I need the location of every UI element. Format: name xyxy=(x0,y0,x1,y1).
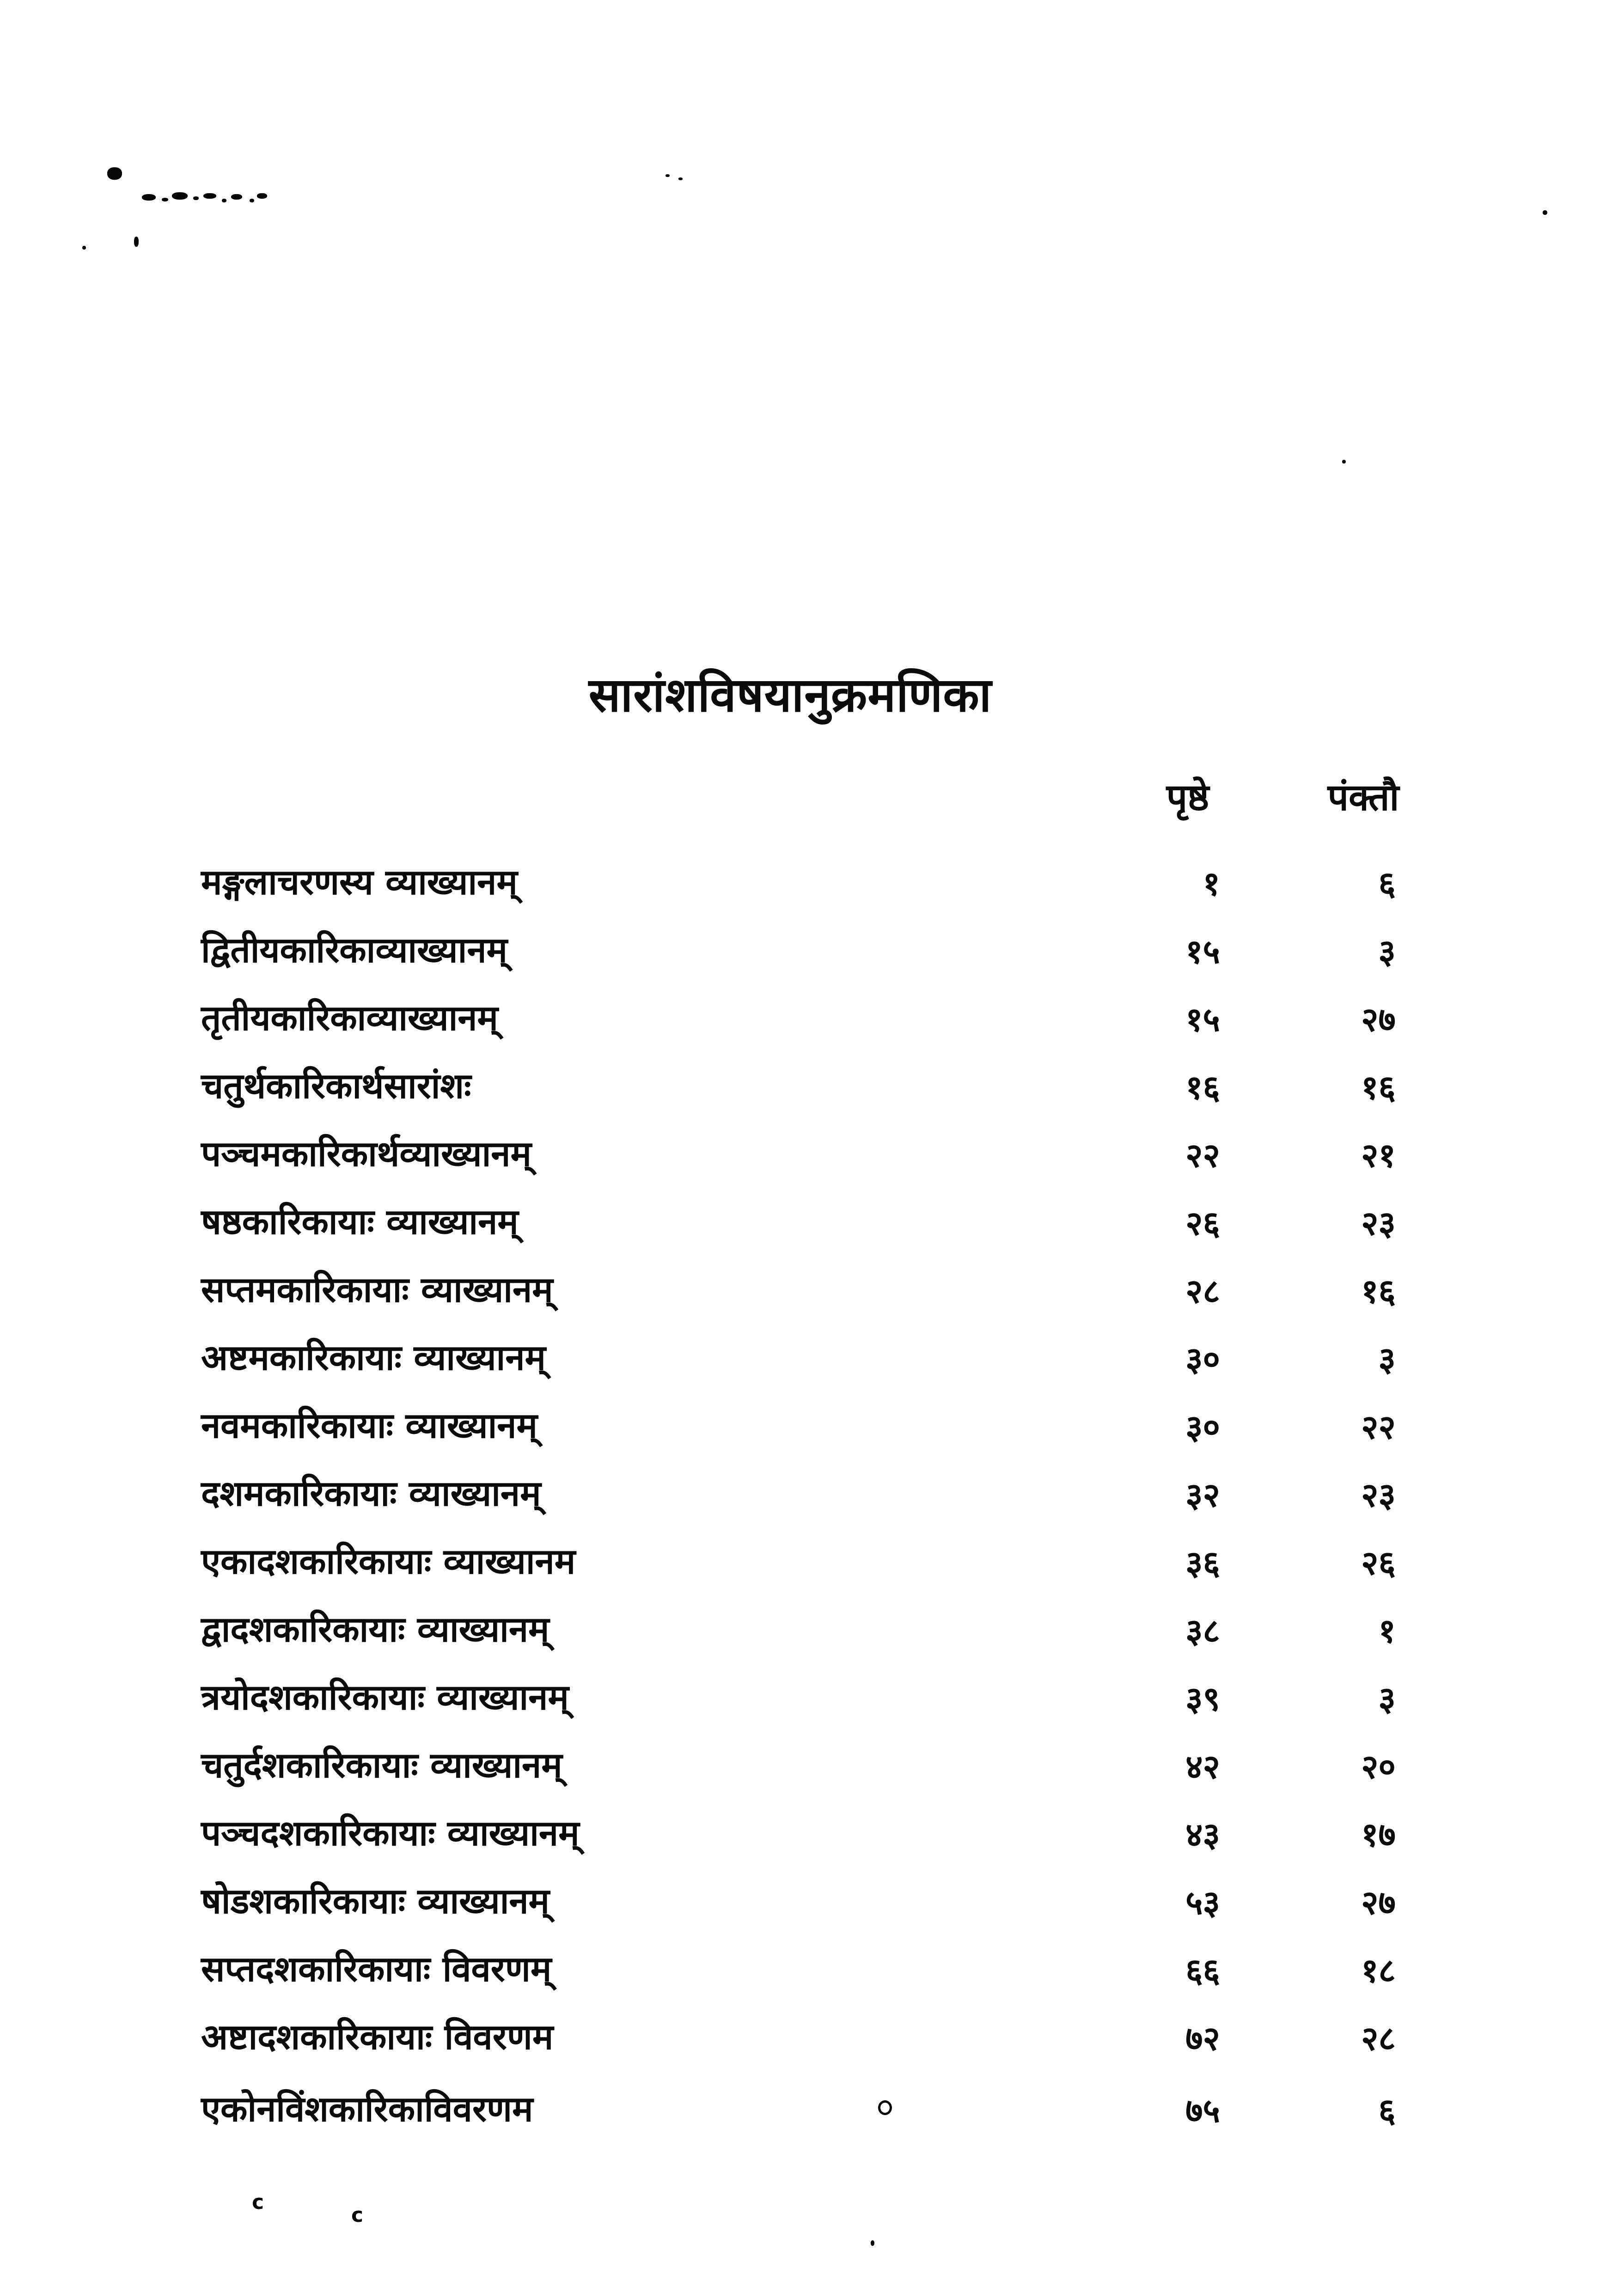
entry-line-number: २३ xyxy=(1361,1204,1396,1243)
entry-page-number: ७५ xyxy=(1185,2091,1220,2130)
entry-line-number: २० xyxy=(1361,1747,1396,1786)
entry-title: द्वादशकारिकायाः व्याख्यानम् xyxy=(201,1609,549,1650)
toc-row xyxy=(0,1469,1624,1538)
toc-row xyxy=(0,2012,1624,2081)
toc-row xyxy=(0,1265,1624,1334)
entry-line-number: १८ xyxy=(1361,1951,1396,1990)
entry-title: षष्ठकारिकायाः व्याख्यानम् xyxy=(201,1201,519,1242)
toc-row xyxy=(0,1333,1624,1402)
toc-row xyxy=(0,857,1624,927)
entry-title: पञ्चदशकारिकायाः व्याख्यानम् xyxy=(201,1812,580,1854)
entry-page-number: ४२ xyxy=(1185,1747,1220,1786)
scan-speck xyxy=(142,194,156,201)
toc-row xyxy=(0,1604,1624,1674)
toc-row xyxy=(0,1876,1624,1946)
scan-mark: c xyxy=(351,2203,364,2227)
scan-speck xyxy=(231,194,242,200)
entry-line-number: २१ xyxy=(1361,1136,1396,1175)
entry-line-number: २२ xyxy=(1361,1408,1396,1446)
entry-page-number: ४३ xyxy=(1185,1815,1220,1854)
toc-row xyxy=(0,2084,1624,2153)
entry-title: द्वितीयकारिकाव्याख्यानम् xyxy=(201,929,507,970)
entry-line-number: १६ xyxy=(1361,1272,1396,1311)
entry-title: सप्तदशकारिकायाः विवरणम् xyxy=(201,1948,552,1989)
entry-line-number: २७ xyxy=(1361,1000,1396,1039)
toc-row xyxy=(0,1401,1624,1470)
entry-title: अष्टादशकारिकायाः विवरणम xyxy=(201,2016,554,2057)
scan-speck xyxy=(172,192,188,200)
scan-mark xyxy=(878,2100,892,2115)
page-title: सारांशविषयानुक्रमणिका xyxy=(588,668,992,723)
toc-row xyxy=(0,1537,1624,1606)
toc-row xyxy=(0,993,1624,1062)
entry-title: दशमकारिकायाः व्याख्यानम् xyxy=(201,1473,541,1514)
scan-mark: c xyxy=(252,2190,264,2214)
scan-blob xyxy=(107,167,122,180)
scan-speck xyxy=(134,237,139,247)
entry-title: अष्टमकारिकायाः व्याख्यानम् xyxy=(201,1337,546,1378)
scan-speck xyxy=(250,199,254,202)
entry-line-number: २८ xyxy=(1361,2019,1396,2058)
scan-speck xyxy=(678,177,683,180)
entry-title: त्रयोदशकारिकायाः व्याख्यानम् xyxy=(201,1677,569,1718)
entry-page-number: २८ xyxy=(1185,1272,1220,1311)
scan-speck xyxy=(203,193,216,199)
column-header-page: पृष्ठे xyxy=(1166,776,1209,819)
entry-page-number: ३८ xyxy=(1185,1611,1220,1650)
entry-page-number: ३० xyxy=(1185,1340,1220,1378)
toc-row xyxy=(0,1944,1624,2013)
entry-page-number: १५ xyxy=(1185,1000,1220,1039)
entry-title: चतुर्थकारिकार्थसारांशः xyxy=(201,1065,471,1106)
entry-page-number: ६६ xyxy=(1185,1951,1220,1990)
entry-page-number: ३६ xyxy=(1185,1543,1220,1582)
scan-speck xyxy=(162,198,168,201)
entry-title: तृतीयकारिकाव्याख्यानम् xyxy=(201,997,498,1038)
toc-row xyxy=(0,1129,1624,1198)
entry-title: नवमकारिकायाः व्याख्यानम् xyxy=(201,1405,537,1446)
entry-page-number: ३९ xyxy=(1185,1679,1220,1718)
entry-title: षोडशकारिकायाः व्याख्यानम् xyxy=(201,1880,550,1921)
column-header-line: पंक्तौ xyxy=(1327,776,1399,819)
scan-speck xyxy=(1543,210,1547,215)
toc-row xyxy=(0,1808,1624,1878)
scan-speck xyxy=(871,2240,874,2246)
entry-line-number: ३ xyxy=(1378,1340,1396,1378)
entry-title: एकोनविंशकारिकाविवरणम xyxy=(201,2088,533,2129)
entry-line-number: १६ xyxy=(1361,1068,1396,1107)
entry-page-number: १६ xyxy=(1185,1068,1220,1107)
toc-row xyxy=(0,1197,1624,1266)
entry-title: एकादशकारिकायाः व्याख्यानम xyxy=(201,1541,576,1582)
entry-title: सप्तमकारिकायाः व्याख्यानम् xyxy=(201,1269,553,1310)
entry-page-number: २६ xyxy=(1185,1204,1220,1243)
scan-speck xyxy=(193,196,199,200)
scan-speck xyxy=(1342,460,1346,464)
entry-title: चतुर्दशकारिकायाः व्याख्यानम् xyxy=(201,1744,562,1786)
scan-speck xyxy=(665,174,670,177)
entry-page-number: २२ xyxy=(1185,1136,1220,1175)
scan-speck xyxy=(82,246,86,250)
entry-title: पञ्चमकारिकार्थव्याख्यानम् xyxy=(201,1133,531,1174)
toc-row xyxy=(0,1672,1624,1742)
scan-speck xyxy=(257,193,267,199)
entry-line-number: २३ xyxy=(1361,1476,1396,1514)
toc-row xyxy=(0,1740,1624,1810)
toc-row xyxy=(0,1061,1624,1130)
scan-speck xyxy=(222,199,226,202)
entry-page-number: १ xyxy=(1203,864,1220,903)
entry-title: मङ्गलाचरणस्य व्याख्यानम् xyxy=(201,861,518,903)
entry-page-number: ७२ xyxy=(1185,2019,1220,2058)
entry-line-number: ६ xyxy=(1378,2091,1396,2130)
entry-page-number: ५३ xyxy=(1185,1883,1220,1922)
entry-page-number: ३० xyxy=(1185,1408,1220,1446)
entry-line-number: १ xyxy=(1378,1611,1396,1650)
entry-line-number: २६ xyxy=(1361,1543,1396,1582)
entry-line-number: ३ xyxy=(1378,932,1396,971)
entry-page-number: १५ xyxy=(1185,932,1220,971)
entry-page-number: ३२ xyxy=(1185,1476,1220,1514)
entry-line-number: २७ xyxy=(1361,1883,1396,1922)
entry-line-number: ३ xyxy=(1378,1679,1396,1718)
entry-line-number: १७ xyxy=(1361,1815,1396,1854)
toc-row xyxy=(0,925,1624,994)
entry-line-number: ६ xyxy=(1378,864,1396,903)
